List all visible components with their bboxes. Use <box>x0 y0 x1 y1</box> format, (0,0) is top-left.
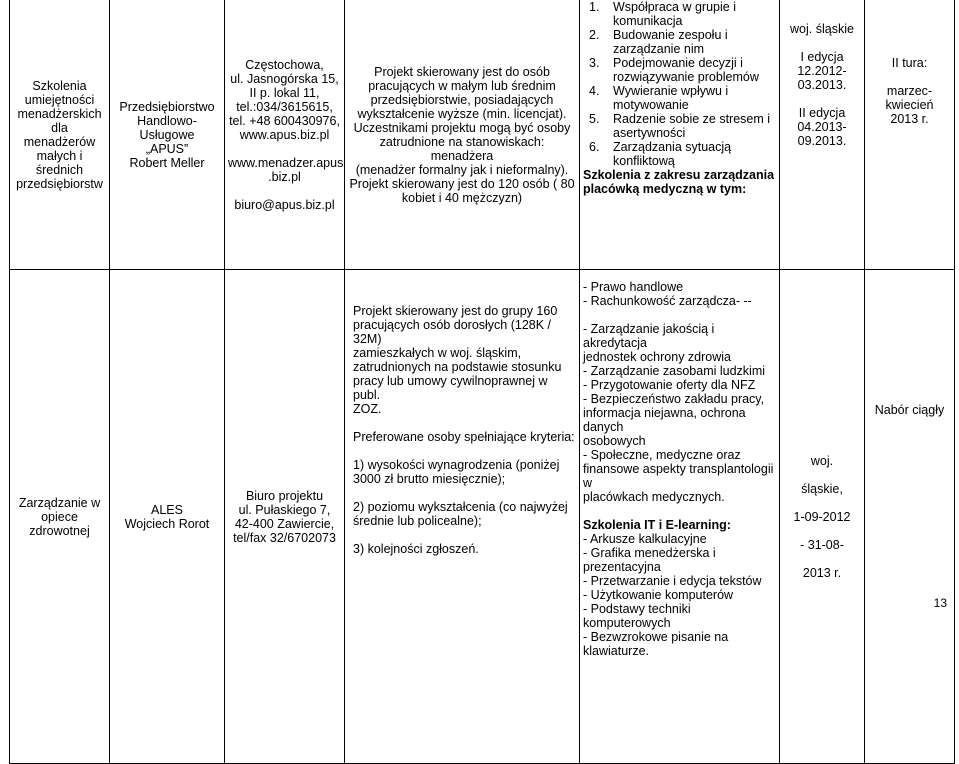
email-link[interactable]: biuro@apus.biz.pl <box>234 197 335 212</box>
organizer-cell <box>110 270 225 764</box>
recruitment-cell <box>865 0 955 270</box>
address-cell <box>225 270 345 764</box>
scope-cell <box>580 270 780 764</box>
voivodeship-cell <box>780 270 865 764</box>
address-line: tel/fax 32/6702073 <box>233 530 336 545</box>
training-name-line: Szkolenia <box>32 78 87 93</box>
target-group-cell <box>345 0 580 270</box>
address-line: 42-400 Zawiercie, <box>234 516 335 531</box>
scope-line: - Rachunkowość zarządcza- -- <box>583 294 752 308</box>
training-name-cell <box>10 0 110 270</box>
address-line: Częstochowa, <box>245 57 324 72</box>
term-line: II edycja <box>798 106 846 120</box>
organizer-line: Przedsiębiorstwo <box>119 99 215 114</box>
scope-line: informacja niejawna, ochrona danych <box>583 406 746 434</box>
target-group-line: zatrudnione na stanowiskach: menadżera <box>379 134 545 163</box>
criteria-line: 3) kolejności zgłoszeń. <box>353 542 479 556</box>
scope-line: - Podstawy techniki komputerowych <box>583 602 691 630</box>
term-line: 03.2013. <box>797 78 847 92</box>
criteria-intro: Preferowane osoby spełniające kryteria: <box>353 430 575 444</box>
scope-line: - Społeczne, medyczne oraz <box>583 448 741 462</box>
list-item: 5. Radzenie sobie ze stresem i asertywności <box>589 112 771 140</box>
scope-line: - Grafika menedżerska i <box>583 546 716 560</box>
voivodeship-cell <box>780 0 865 270</box>
organizer-line: ALES <box>151 502 183 517</box>
target-group-line: wykształcenie wyższe (min. licencjat). <box>357 106 567 121</box>
organizer-line: Handlowo- <box>137 113 197 128</box>
term-line: 12.2012- <box>797 64 847 78</box>
target-group-line: zatrudnionych na podstawie stosunku <box>353 360 562 374</box>
voivodeship: woj. śląskie <box>790 22 854 36</box>
criteria-line: 2) poziomu wykształcenia (co najwyżej <box>353 500 568 514</box>
target-group-line: Projekt skierowany jest do 120 osób ( 80 <box>349 176 575 191</box>
term-line: 1-09-2012 <box>793 509 851 524</box>
organizer-line: Usługowe <box>139 127 195 142</box>
target-group-cell <box>345 270 580 764</box>
target-group-line: kobiet i 40 mężczyzn) <box>401 190 523 205</box>
scope-line: osobowych <box>583 434 646 448</box>
scope-cell <box>580 0 780 270</box>
recruitment-line: kwiecień <box>885 98 934 112</box>
target-group-line: Projekt skierowany jest do osób <box>374 64 550 79</box>
criteria-line: 3000 zł brutto miesięcznie); <box>353 472 506 486</box>
recruitment-line: Nabór ciągły <box>874 403 945 417</box>
scope-line: - Zarządzanie jakością i akredytacja <box>583 322 715 350</box>
training-name-line: opiece zdrowotnej <box>29 509 90 538</box>
website-link[interactable]: www.menadzer.apus <box>228 155 344 170</box>
address-line: tel. +48 600430976, <box>229 113 340 128</box>
voivodeship: śląskie, <box>801 481 843 496</box>
list-item: 1. Współpraca w grupie i komunikacja <box>589 0 736 28</box>
scope-line: - Przygotowanie oferty dla NFZ <box>583 378 756 392</box>
address-line: ul. Pułaskiego 7, <box>238 502 331 517</box>
scope-footer-line: Szkolenia z zakresu zarządzania <box>583 168 775 182</box>
trainings-table <box>9 0 955 764</box>
scope-line: klawiaturze. <box>583 644 649 658</box>
table-row <box>10 270 955 764</box>
scope-footer-line: placówką medyczną w tym: <box>583 182 747 196</box>
it-section-header: Szkolenia IT i E-learning: <box>583 518 731 532</box>
list-item: 6. Zarządzania sytuacją konfliktową <box>589 140 732 168</box>
scope-line: jednostek ochrony zdrowia <box>583 350 731 364</box>
address-cell <box>225 0 345 270</box>
training-name-line: przedsiębiorstw <box>16 176 103 191</box>
target-group-line: przedsiębiorstwie, posiadających <box>370 92 554 107</box>
training-name-cell <box>10 270 110 764</box>
recruitment-line: 2013 r. <box>890 112 929 126</box>
page-number: 13 <box>933 596 947 610</box>
list-item: 3. Podejmowanie decyzji i rozwiązywanie problemów <box>589 56 759 84</box>
scope-line: - Arkusze kalkulacyjne <box>583 532 707 546</box>
training-name-line: Zarządzanie w <box>18 495 101 510</box>
term-line: 2013 r. <box>802 565 842 580</box>
voivodeship: woj. <box>810 453 834 468</box>
term-line: I edycja <box>800 50 844 64</box>
recruitment-line: marzec- <box>886 84 933 98</box>
address-line: ul. Jasnogórska 15, <box>230 71 339 86</box>
scope-line: finansowe aspekty transplantologii w <box>583 462 774 490</box>
training-name-line: małych i średnich <box>35 148 84 177</box>
address-line: tel.:034/3615615, <box>236 99 333 114</box>
organizer-line: „APUS” <box>145 141 189 156</box>
target-group-line: ZOZ. <box>353 402 382 416</box>
list-item: 2. Budowanie zespołu i zarządzanie nim <box>589 28 728 56</box>
target-group-line: pracy lub umowy cywilnoprawnej w publ. <box>353 374 548 402</box>
address-line: Biuro projektu <box>245 488 324 503</box>
target-group-line: pracujących w małym lub średnim <box>368 78 556 93</box>
term-line: 09.2013. <box>797 134 847 148</box>
list-item: 4. Wywieranie wpływu i motywowanie <box>589 84 729 112</box>
organizer-line: Robert Meller <box>129 155 205 170</box>
recruitment-line: II tura: <box>891 56 928 70</box>
criteria-line: średnie lub policealne); <box>353 514 482 528</box>
target-group-line: Uczestnikami projektu mogą być osoby <box>353 120 571 135</box>
target-group-line: zamieszkałych w woj. śląskim, <box>353 346 522 360</box>
scope-line: prezentacyjna <box>583 560 661 574</box>
organizer-line: Wojciech Rorot <box>124 516 210 531</box>
website-link[interactable]: .biz.pl <box>268 169 301 184</box>
term-line: 04.2013- <box>797 120 847 134</box>
scope-line: - Prawo handlowe <box>583 280 684 294</box>
scope-line: - Bezpieczeństwo zakładu pracy, <box>583 392 765 406</box>
criteria-line: 1) wysokości wynagrodzenia (poniżej <box>353 458 560 472</box>
scope-line: - Użytkowanie komputerów <box>583 588 734 602</box>
scope-list <box>583 0 776 168</box>
scope-line: - Przetwarzanie i edycja tekstów <box>583 574 762 588</box>
scope-line: - Bezwzrokowe pisanie na <box>583 630 729 644</box>
training-name-line: menadżerskich dla <box>17 106 102 135</box>
target-group-line: Projekt skierowany jest do grupy 160 <box>353 304 558 318</box>
recruitment-cell <box>865 270 955 764</box>
training-name-line: umiejętności <box>24 92 95 107</box>
scope-line: placówkach medycznych. <box>583 490 725 504</box>
table-row <box>10 0 955 270</box>
term-line: - 31-08- <box>800 537 844 552</box>
address-line: II p. lokal 11, <box>249 85 320 100</box>
target-group-line: pracujących osób dorosłych (128K / 32M) <box>353 318 552 346</box>
target-group-line: (menadżer formalny jak i nieformalny). <box>355 162 569 177</box>
scope-line: - Zarządzanie zasobami ludzkimi <box>583 364 766 378</box>
website-link[interactable]: www.apus.biz.pl <box>239 127 330 142</box>
organizer-cell <box>110 0 225 270</box>
training-name-line: menadżerów <box>23 134 96 149</box>
